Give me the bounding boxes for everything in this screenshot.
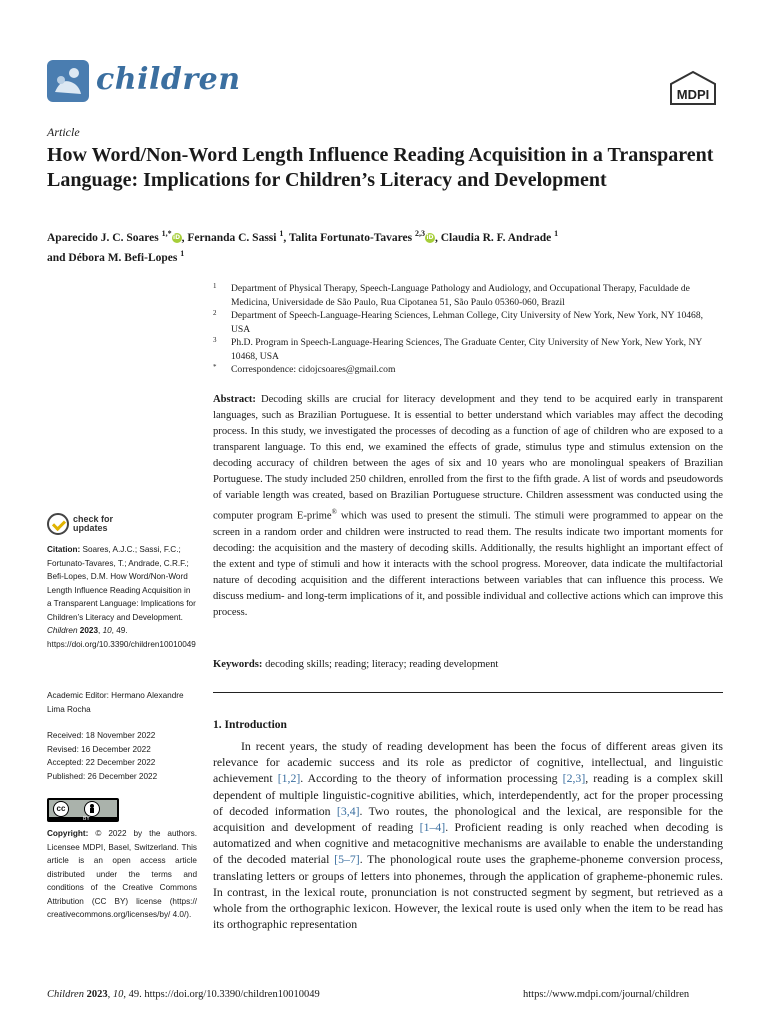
author-name: Fernanda C. Sassi: [187, 231, 277, 244]
citation-text: Soares, A.J.C.; Sassi, F.C.; Fortunato-Tavares, T.; Andrade, C.R.F.; Befi-Lopes, D.M. How Word/Non-Word Length Influence Reading Acquisition in a Transparent Language: Implications for Children’s Literacy and Development.: [47, 545, 196, 622]
citation-link[interactable]: [2,3]: [562, 771, 586, 786]
affiliation-item: [213, 309, 723, 336]
author-sup: 1: [554, 229, 559, 238]
journal-name: children: [96, 62, 241, 97]
author-name: Talita Fortunato-Tavares: [288, 231, 413, 244]
affiliation-text: Ph.D. Program in Speech-Language-Hearing Sciences, The Graduate Center, City University of New York, New York, NY 10468, USA: [231, 337, 702, 362]
orcid-icon[interactable]: iD: [173, 234, 181, 242]
journal-url[interactable]: https://www.mdpi.com/journal/children: [523, 989, 690, 1000]
article-title: How Word/Non-Word Length Influence Reading Acquisition in a Transparent Language: Implications for Children’s Literacy and Development: [47, 144, 714, 191]
keywords: [213, 659, 723, 670]
citation-journal: Children: [47, 626, 78, 635]
introduction-text: In recent years, the study of reading development has been the focus of different areas given its relevance for academic success and its role as predictor of cognitive, intellectual, and linguistic achievement [1,2]. According to the theory of information processing [2,3], reading is a complex skill dependent of multiple linguistic-cognitive abilities, which, interdependently, act for the proper processing of decoded information [3,4]. Two routes, the phonological and the lexical, are responsible for the acquisition and development of reading [1–4]. Proficient reading is only reached when decoding is automatized and when cognitive and metacognitive mechanisms are available to enable the understanding of the decoded material [5–7]. The phonological route uses the grapheme-phoneme conversion process, translating letters or groups of letters into phonemes, through the application of grapheme-phonemic rules. In contrast, in the lexical route, pronunciation is not constructed segment by segment, but retrieved as a whole from the orthographic lexicon. However, the lexical route is used only when the item to be read has its orthographic representation: [213, 739, 724, 932]
affiliation-item: [213, 282, 723, 309]
registered-mark: ®: [331, 508, 337, 516]
by-person-icon: [84, 801, 100, 817]
author-sup: 1: [279, 229, 284, 238]
children-logo-icon: [47, 60, 89, 102]
cc-label: BY: [83, 816, 90, 822]
citation-doi: , 49. https://doi.org/10.3390/children10010049: [47, 626, 196, 649]
author-sup: 2,3: [415, 229, 425, 238]
author-sup: 1: [180, 248, 185, 258]
cc-icon: cc: [53, 801, 69, 817]
date-accepted: Accepted: 22 December 2022: [47, 758, 156, 767]
abstract-text-cont: which was used to present the stimuli. The stimuli were programmed to appear on the screen in a random order and children were instructed to read them. The results indicate two important moments for decoding: the acquisition and the mastery of decoding skills. Additionally, the results highlight an important effect of the extent and type of stimuli and how it interacts with the school progress. Moreover, data indicate the multifactorial nature of decoding acquisition and the different interactions between variables that can influence this process. We discuss medium- and long-term implications of it, and possible individual and collective actions which can improve this process.: [213, 510, 723, 618]
orcid-icon[interactable]: iD: [426, 234, 434, 242]
copyright-notice: [47, 827, 197, 922]
abstract-label: Abstract:: [213, 394, 256, 405]
affiliation-text: Department of Physical Therapy, Speech-Language Pathology and Audiology, and Occupational Therapy, Faculdade de Medicina, Universidade de São Paulo, Rua Cipotanea 51, São Paulo 05360-060, Brazil: [231, 283, 690, 308]
footer-citation: Children 2023, 10, 49. https://doi.org/10.3390/children10010049: [47, 989, 320, 1000]
abstract-text: Decoding skills are crucial for literacy development and they tend to be acquired early in transparent languages, such as Brazilian Portuguese. It is essential to better understand which variables may affect the decoding process. In this study, we investigated the processes of decoding as a function of age of children who are exposed to a transparent language. To this end, we examined the effects of grade, stimulus type and stimulus extension on the decoding accuracy of children between the ages of six and 10 years who are monolingual speakers of Brazilian Portuguese. The study included 250 children, enrolled from the first to the fifth grade. A list of words and pseudowords of variable length was created, based on Brazilian Portuguese structure. Children assessment was conducted using the computer program E-prime: [213, 394, 723, 522]
check-for-updates-button[interactable]: [47, 513, 167, 539]
author-sup: 1,*: [161, 229, 172, 238]
date-received: Received: 18 November 2022: [47, 731, 156, 740]
section-heading: 1. Introduction: [213, 719, 287, 731]
check-line2: updates: [73, 523, 108, 533]
citation-link[interactable]: [1–4]: [419, 820, 446, 835]
author-name: Aparecido J. C. Soares: [47, 231, 159, 244]
affiliations: [213, 282, 723, 377]
check-line1: check for: [73, 514, 114, 524]
citation-link[interactable]: [1,2]: [277, 771, 301, 786]
citation-link[interactable]: [5–7]: [334, 852, 360, 867]
check-for-updates-icon: [47, 513, 69, 535]
copyright-label: Copyright:: [47, 829, 89, 838]
copyright-text: © 2022 by the authors. Licensee MDPI, Basel, Switzerland. This article is an open access article distributed under the terms and conditions of the Creative Commons Attribution (CC BY) license (https:// creativecommons.org/licenses/by/ 4.0/).: [47, 829, 197, 919]
affiliation-mark: 2: [213, 309, 217, 317]
affiliation-mark: 1: [213, 282, 217, 290]
publication-dates: [47, 729, 197, 783]
citation-label: Citation:: [47, 545, 81, 554]
article-type: Article: [47, 125, 80, 139]
affiliation-mark: *: [213, 363, 217, 371]
keywords-text: decoding skills; reading; literacy; reading development: [265, 659, 499, 670]
correspondence-text: Correspondence: cidojcsoares@gmail.com: [231, 364, 396, 375]
academic-editor: Academic Editor: Hermano Alexandre Lima Rocha: [47, 691, 184, 714]
affiliation-item: [213, 336, 723, 363]
author-list: Aparecido J. C. Soares $^{1,*}$iD, Fernanda C. Sassi $^1$, Talita Fortunato-Tavares $^{2,3}$iD, Claudia R. F. Andrade $^1$ and Débora M. Befi-Lopes $^1$: [47, 229, 559, 264]
citation-block: Citation: Soares, A.J.C.; Sassi, F.C.; Fortunato-Tavares, T.; Andrade, C.R.F.; Befi-Lopes, D.M. How Word/Non-Word Length Influence Reading Acquisition in a Transparent Language: Implications for Children’s Literacy and Development. Children 2023, 10, 49. https://doi.org/10.3390/children10010049: [47, 545, 196, 649]
author-name: Claudia R. F. Andrade: [440, 231, 552, 244]
keywords-label: Keywords:: [213, 659, 263, 670]
publisher-name: MDPI: [676, 87, 710, 102]
abstract: [213, 392, 723, 621]
cc-by-license-icon[interactable]: [47, 798, 119, 822]
date-published: Published: 26 December 2022: [47, 771, 158, 781]
citation-volume: 10: [102, 626, 112, 635]
citation-link[interactable]: [3,4]: [336, 803, 360, 818]
mdpi-logo-icon: [667, 70, 719, 106]
citation-year: 2023: [79, 626, 98, 635]
author-name: Débora M. Befi-Lopes: [68, 251, 178, 264]
date-revised: Revised: 16 December 2022: [47, 744, 151, 754]
affiliation-mark: 3: [213, 336, 217, 344]
affiliation-item: [213, 363, 723, 377]
section-divider: [213, 692, 723, 693]
affiliation-text: Department of Speech-Language-Hearing Sciences, Lehman College, City University of New York, New York, NY 10468, USA: [231, 310, 704, 335]
